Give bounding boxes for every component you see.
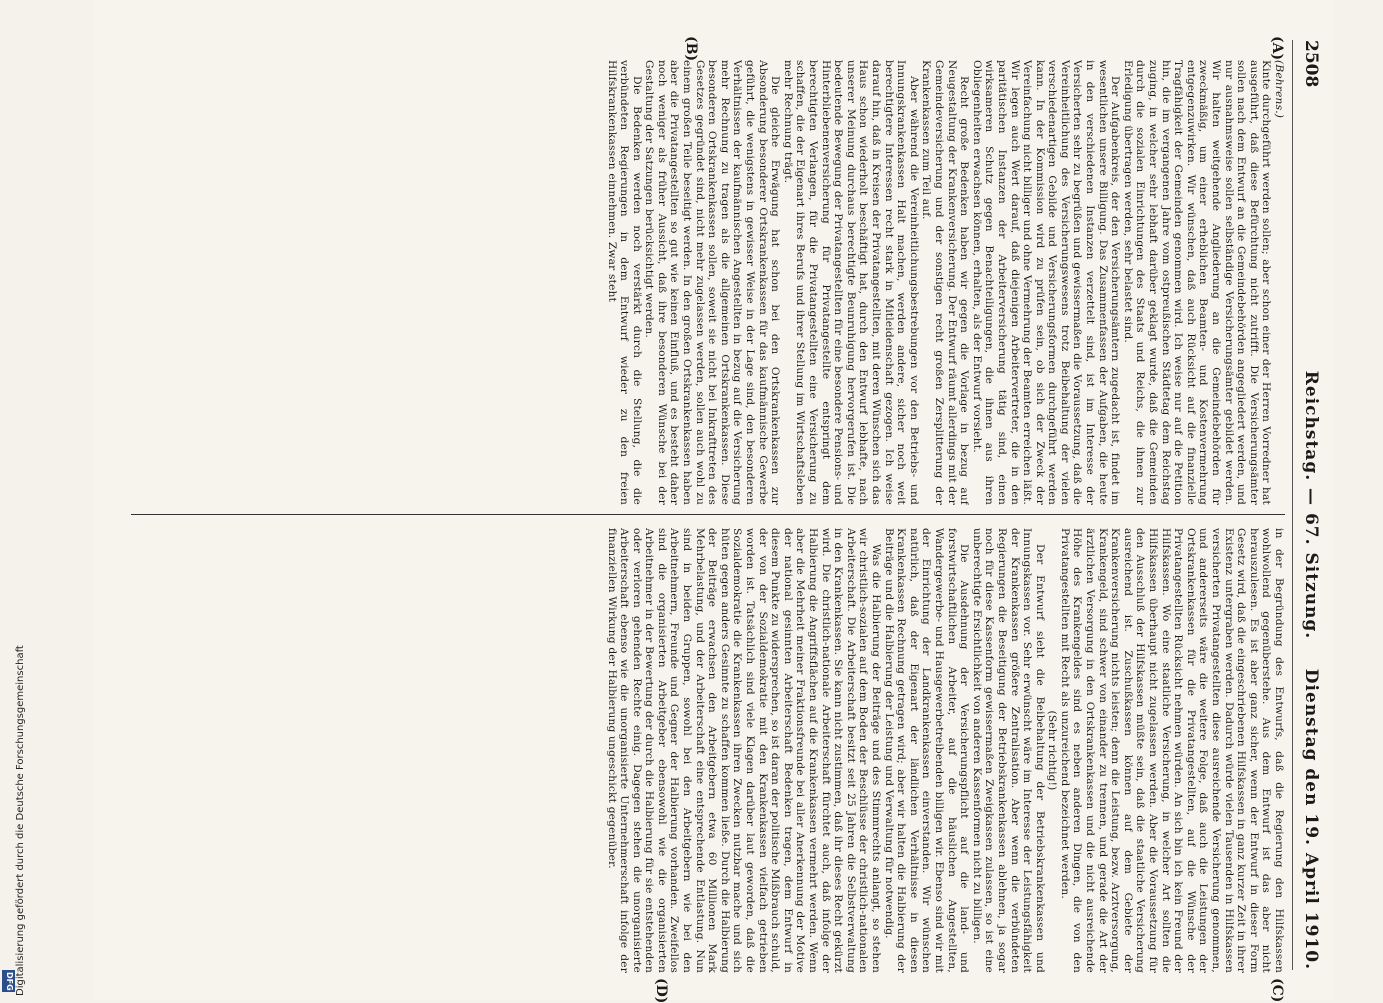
paragraph: Die gleiche Erwägung hat schon bei den Ortskrankenkassen zur Absonderung besonderer Ortskrankenkassen für das kaufmännische Gewerbe geführt, die wenigstens in gewisser Weise in der Lage sind, den besonderen Verhältnissen der kaufmännischen Angestellten in bezug auf die Versicherung mehr Rechnung zu tragen als die allgemeinen Ortskrankenkassen. Diese besonderen Ortskrankenkassen sollen, soweit sie nicht bei Inkrafttreten des Gesetzes gegründet sind, nicht mehr zugelassen werden, sollen auch wohl zu einem großen Teile beseitigt werden. In den großen Ortskrankenkassen haben aber die Privatangestellten so gut wie keinen Einfluß, und es besteht daher noch weniger als früher Aussicht, daß ihre besonderen Wünsche bei der Gestaltung der Satzungen berücksichtigt werden. (643, 60, 782, 505)
digitization-credit (2, 440, 26, 1000)
left-column (131, 60, 1285, 505)
page-title: Reichstag. — 67. Sitzung. (1301, 370, 1321, 640)
dfg-logo: DFG (2, 970, 15, 992)
page-number: 2508 (1301, 40, 1321, 88)
newspaper-page (95, 0, 1335, 1003)
page-header (1293, 40, 1321, 970)
paragraph: Kinte durchgeführt werden sollen; aber schon einer der Herren Vorredner hat ausgeführt, daß diese Befürchtung nicht zutrifft. Die Versicherungsämter sollen nach dem Entwurf an die Gemeindebehörden angegliedert werden, und nur ausnahmsweise sollen selbständige Versicherungsämter gebildet werden. Wir halten weitgehende Angliederung an die Gemeindebehörden für zweckmäßig, um einer erheblichen Beamten- und Kostenvermehrung entgegenzuwirken. Wir wünschen, daß auch Rücksicht auf die finanzielle Tragfähigkeit der Gemeinden genommen wird. Ich weise nur auf die Petition hin, die im vergangenen Jahre vom ostpreußischen Städtetag dem Reichstag zuging, in welcher sehr lebhaft darüber geklagt wurde, daß die Gemeinden durch die sozialen Einrichtungen des Staats und Reichs, die ihnen zur Erledigung übertragen werden, sehr belastet sind. (1121, 60, 1273, 505)
paragraph: Der Aufgabenkreis, der den Versicherungsämtern zugedacht ist, findet im wesentlichen unsere Billigung. Das Zusammenfassen der Aufgaben, die heute in den verschiedenen Instanzen verzettelt sind, ist im Interesse der Versicherten sehr zu begrüßen und gewissermaßen die Voraussetzung, daß die Vereinheitlichung des Versicherungswesens trotz Beibehaltung der vielen verschiedenartigen Gebilde und Versicherungsformen durchgeführt werden kann. In der Kommission wird zu prüfen sein, ob sich der Zweck der Vereinfachung nicht billiger und ohne Vermehrung der Beamten erreichen läßt. Wir legen auch Wert darauf, daß diejenigen Arbeitervertreter, die in den paritätischen Instanzen der Arbeiterversicherung tätig sind, einen wirksameren Schutz gegen Benachteiligungen, die ihnen aus ihren Obliegenheiten erwachsen können, erhalten, als der Entwurf vorsieht. (970, 60, 1122, 505)
page-date: Dienstag den 19. April 1910. (1301, 668, 1321, 970)
margin-mark-b: (B) (683, 36, 699, 62)
margin-mark-d: (D) (653, 978, 669, 1003)
paragraph: Der Entwurf sieht die Beibehaltung der Betriebskrankenkassen und Innungskassen vor. Sehr erwünscht wäre im Interesse der Leistungsfähigkeit der Krankenkassen größere Zentralisation. Aber wenn die verbündeten Regierungen die Beseitigung der Betriebskrankenkassen ablehnen, ja sogar noch für diese Kassenform gewissermaßen Zweigkassen zulassen, so ist eine unberechtigte Ersichtlichkeit von anderen Kassenformen nicht zu billigen. (970, 528, 1046, 973)
column-divider (131, 514, 1285, 515)
paragraph: Die Ausdehnung der Versicherungspflicht auf die land- und forstwirtschaftlichen Arbeiter, auf die häuslichen Angestellten, Wandergewerbe- und Hausgewerbetreibenden billigen wir. Ebenso sind wir mit der Einrichtung der Landkrankenkassen einverstanden. Wir wünschen natürlich, daß der Eigenart der ländlichen Verhältnisse in diesen Krankenkassen Rechnung getragen wird; aber wir halten die Halbierung der Beiträge und die Halbierung der Leistung und Verwaltung für notwendig. (882, 528, 971, 973)
paragraph: in der Begründung des Entwurfs, daß die Regierung den Hilfskassen wohlwollend gegenüberstehe. Aus dem Entwurf ist das aber nicht herauszulesen. Es ist aber ganz sicher, wenn der Entwurf in dieser Form Gesetz wird, daß die eingeschriebenen Hilfskassen in ganz kurzer Zeit in ihrer Existenz untergraben werden. Dadurch würde vielen Tausenden in Hilfskassen versicherten Privatangestellten diese ausreichende Versicherung genommen, und andererseits wäre die weitere Folge, daß auch die Leistungen der Ortskrankenkassen für die Privatangestellten, auf die Wünsche der Privatangestellten Rücksicht nehmen würden. An sich bin ich kein Freund der Hilfskassen. Wo eine staatliche Versicherung, in welcher Art sollten die Hilfskassen überhaupt nicht zugelassen werden. Aber die Voraussetzung für den Ausschluß der Hilfskassen müßte sein, daß die staatliche Versicherung ausreichend ist. Zuschußkassen können auf dem Gebiete der Krankenversicherung nichts leisten; denn die Leistung, bezw. Arztversorgung, Krankengeld, sind schwer von einander zu trennen, und gerade die Art der ärztlichen Versorgung in den Ortskrankenkassen und die nicht ausreichende Höhe des Krankengeldes sind es neben anderen Dingen, die von den Privatangestellten mit Recht als unzureichend bezeichnet werden. (1058, 528, 1285, 973)
paragraph: Recht große Bedenken haben wir gegen die Vorlage in bezug auf Neugestaltung der Krankenversicherung. Der Entwurf räumt allerdings mit der Gemeindeversicherung und der sonstigen recht großen Zersplitterung der Krankenkassen zum Teil auf. (920, 60, 971, 505)
right-column (131, 528, 1285, 973)
speaker-name: (Behrens.) (1273, 60, 1285, 119)
paragraph: Die Bedenken werden noch verstärkt durch die Stellung, die die verbündeten Regierungen in dem Entwurf wieder zu den freien Hilfskrankenkassen einnehmen. Zwar steht (605, 60, 643, 505)
margin-mark-c: (C) (1269, 978, 1285, 1003)
credit-text: Digitalisierung gefördert durch die Deutsche Forschungsgemeinschaft (15, 645, 26, 996)
margin-mark-a: (A) (1269, 36, 1285, 61)
interjection: (Sehr richtig!) (1046, 710, 1059, 791)
paragraph: Aber während die Vereinheitlichungsbestrebungen vor den Betriebs- und Innungskrankenkassen Halt machen, werden andere, sicher noch weit berechtigtere Interessen recht stark in Mitleidenschaft gezogen. Ich weise darauf hin, daß in Kreisen der Privatangestellten, mit deren Wünschen sich das Haus schon wiederholt beschäftigt hat, durch den Entwurf lebhafte, nach unserer Meinung durchaus berechtigte Beunruhigung hervorgerufen ist. Die bedeutende Bewegung der Privatangestellten für eine besondere Pensions- und Hinterbliebenenversicherung für Privatangestellte entspringt dem berechtigten Verlangen, für die Privatangestellten eine Versicherung zu schaffen, die der Eigenart ihres Berufs und ihrer Stellung im Wirtschaftsleben mehr Rechnung trägt. (781, 60, 920, 505)
paragraph: Was die Halbierung der Beiträge und des Stimmrechts anlangt, so stehen wir christlich-sozialen auf dem Boden der Beschlüsse der christlich-nationalen Arbeiterschaft. Die Arbeiterschaft besitzt seit 25 Jahren die Selbstverwaltung in den Krankenkassen. Sie kann nicht zustimmen, daß ihr dieses Recht gekürzt wird. Die christlich-nationale Arbeiterschaft fürchtet auch, daß infolge der Halbierung die Angriffsflächen auf die Krankenkassen vermehrt werden. Wenn aber die Mehrheit meiner Fraktionsfreunde bei aller Anerkennung der Motive der national gesinnten Arbeiterschaft Bedenken tragen, dem Entwurf in diesem Punkte zu widersprechen, so ist daran der politische Mißbrauch schuld, der von der Sozialdemokratie mit den Krankenkassen vielfach getrieben worden ist. Tatsächlich sind viele Klagen darüber laut geworden, daß die Sozialdemokratie die Krankenkassen ihren Zwecken nutzbar mache und sich hüten gegen anders Gesinnte zu schaffen kommen ließe. Durch die Halbierung der Beiträge erwachsen den Arbeitgebern etwa 60 Millionen Mark Mehrbelastung, und der Arbeiterschaft eine entsprechende Entlastung. Nun sind in beiden Gruppen, sowohl bei den Arbeitgebern wie bei den Arbeitnehmern, Freunde und Gegner der Halbierung vorhanden. Zweifellos sind die organisierten Arbeitgeber ebensowohl wie die organisierten Arbeitnehmer in der Bewertung der durch die Halbierung für sie entstehenden oder verloren gehenden Rechte einig. Dagegen stehen die unorganisierte Arbeiterschaft ebenso wie die unorganisierte Unternehmerschaft infolge der finanziellen Wirkung der Halbierung ungeschickt gegenüber. (605, 528, 882, 973)
header-rule (1292, 40, 1293, 970)
